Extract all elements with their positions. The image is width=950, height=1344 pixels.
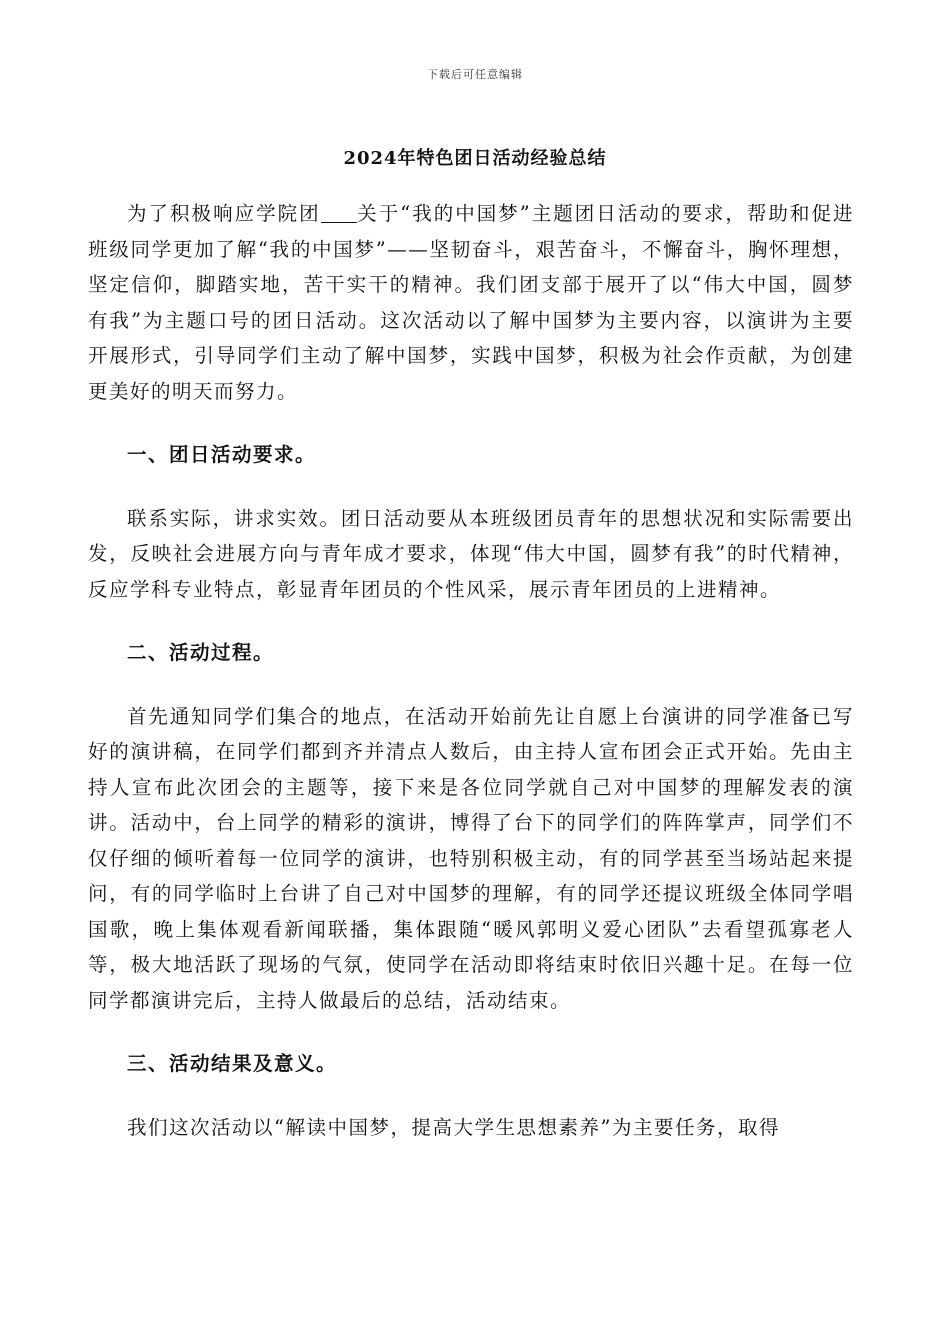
section-heading-requirements: 一、团日活动要求。 [127,443,317,466]
section-body-process: 首先通知同学们集合的地点，在活动开始前先让自愿上台演讲的同学准备已写好的演讲稿，在同学们都到齐并清点人数后，由主持人宣布团会正式开始。先由主持人宣布此次团会的主题等，接下来是各位同学就自己对中国梦的理解发表的演讲。活动中，台上同学的精彩的演讲，博得了台下的同学们的阵阵掌声，同学们不仅仔细的倾听着每一位同学的演讲，也特别积极主动，有的同学甚至当场站起来提问，有的同学临时上台讲了自己对中国梦的理解，有的同学还提议班级全体同学唱国歌，晚上集体观看新闻联播，集体跟随“暖风郭明义爱心团队”去看望孤寡老人等，极大地活跃了现场的气氛，使同学在活动即将结束时依旧兴趣十足。在每一位同学都演讲完后，主持人做最后的总结，活动结束。 [88,704,854,1012]
header-note: 下载后可任意编辑 [427,68,523,81]
blank-underline [321,203,357,224]
intro-text-start: 为了积极响应学院团 [127,202,321,225]
section-heading-process: 二、活动过程。 [127,641,275,664]
document-title: 2024年特色团日活动经验总结 [343,148,607,169]
section-body-results: 我们这次活动以“解读中国梦，提高大学生思想素养”为主要任务，取得 [127,1115,780,1139]
intro-paragraph [88,196,854,409]
section-heading-results: 三、活动结果及意义。 [127,1052,338,1075]
document-body [88,196,854,1173]
section-body-requirements: 联系实际，讲求实效。团日活动要从本班级团员青年的思想状况和实际需要出发，反映社会进展方向与青年成才要求，体现“伟大中国，圆梦有我”的时代精神，反应学科专业特点，彰显青年团员的个性风采，展示青年团员的上进精神。 [88,506,854,601]
intro-text-rest: 关于“我的中国梦”主题团日活动的要求，帮助和促进班级同学更加了解“我的中国梦”——坚韧奋斗，艰苦奋斗，不懈奋斗，胸怀理想，坚定信仰，脚踏实地，苦干实干的精神。我们团支部于展开了以“伟大中国，圆梦有我”为主题口号的团日活动。这次活动以了解中国梦为主要内容，以演讲为主要开展形式，引导同学们主动了解中国梦，实践中国梦，积极为社会作贡献，为创建更美好的明天而努力。 [88,202,854,403]
